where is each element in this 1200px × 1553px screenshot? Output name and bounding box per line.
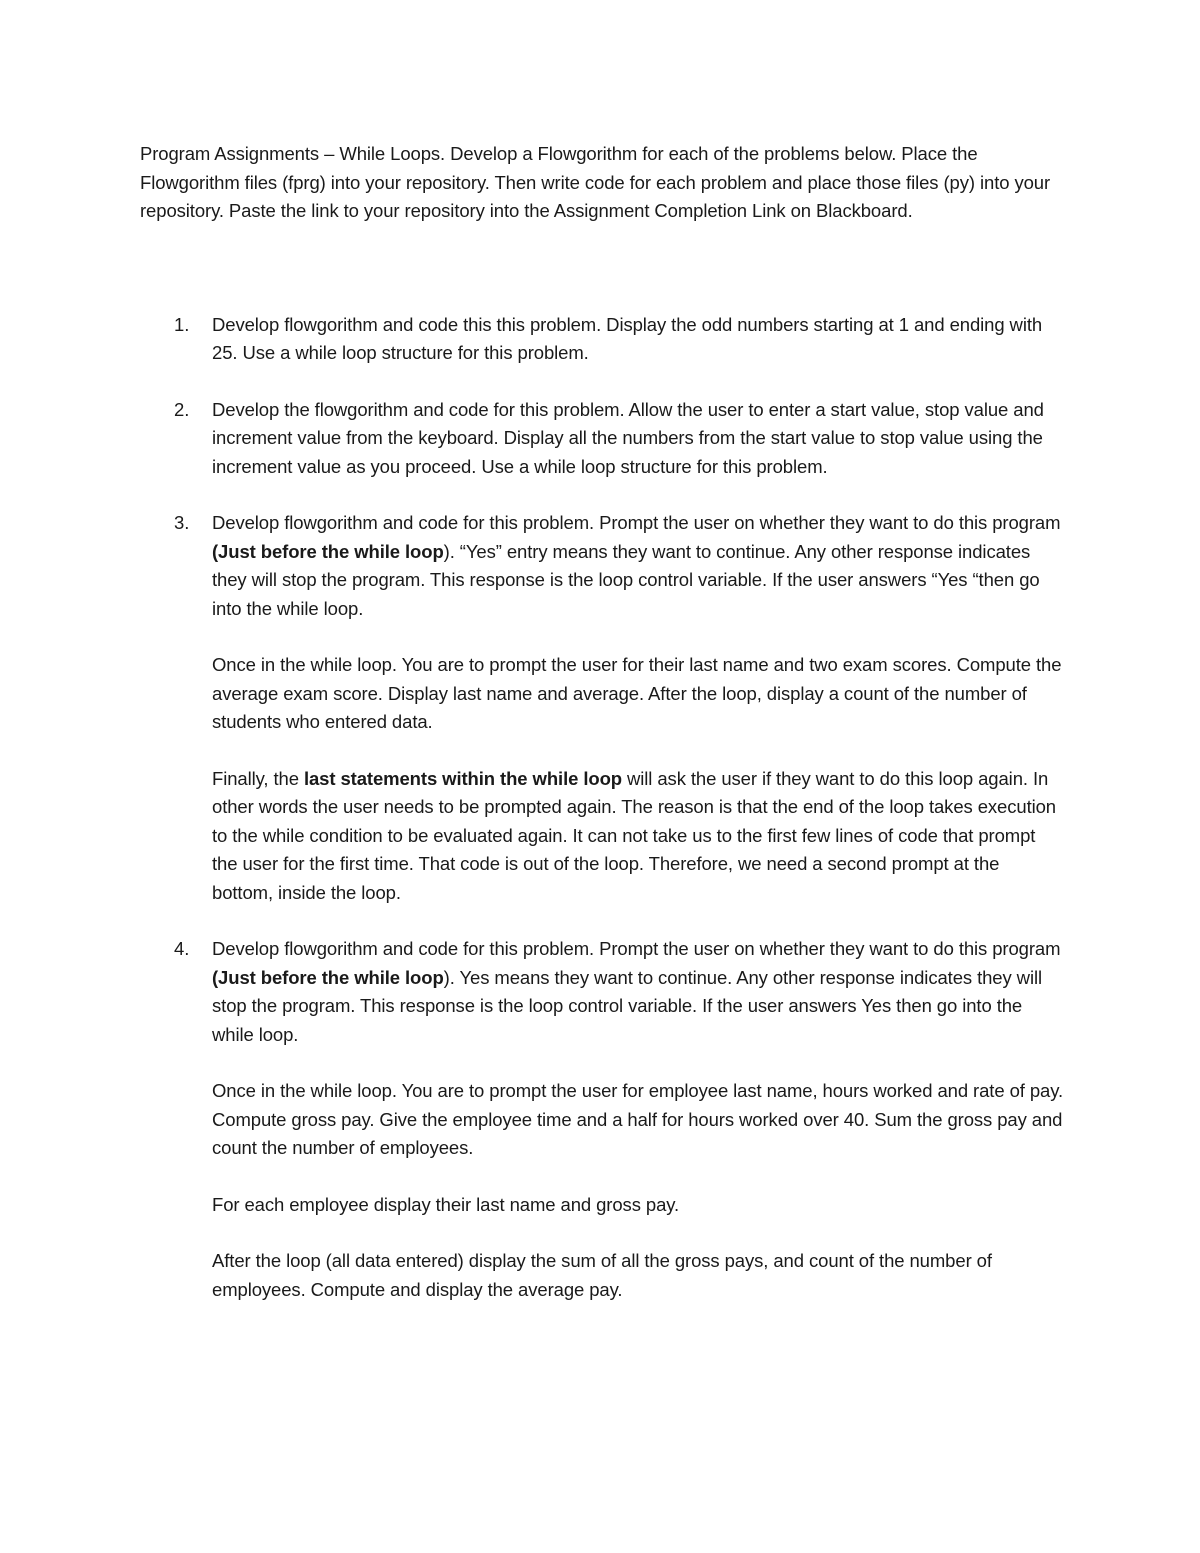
problem-list xyxy=(140,311,1065,1305)
problem-paragraph: Once in the while loop. You are to prompt the user for employee last name, hours worked and rate of pay. Compute gross pay. Give the employee time and a half for hours worked over 40. Sum the gross pay and count the number of employees. xyxy=(212,1080,1064,1158)
problem-number: 4. xyxy=(174,938,190,959)
problem-item-1 xyxy=(140,311,1065,368)
problem-paragraph xyxy=(212,935,1065,1049)
document-body xyxy=(140,140,1065,1304)
problem-paragraph: For each employee display their last name and gross pay. xyxy=(212,1193,680,1215)
problem-paragraph: Once in the while loop. You are to prompt the user for their last name and two exam scores. Compute the average exam score. Display last name and average. After the loop, display a count of the number of students who entered data. xyxy=(212,654,1062,732)
text-run: ). Yes means they want to continue. Any other response indicates they will stop the program. This response is the loop control variable. If the user answers Yes then go into the while loop. xyxy=(212,966,1042,1045)
problem-number: 1. xyxy=(174,313,190,335)
text-run: Finally, the xyxy=(212,767,304,789)
problem-paragraph: After the loop (all data entered) display the sum of all the gross pays, and count of the number of employees. Compute and display the average pay. xyxy=(212,1250,992,1300)
problem-paragraph xyxy=(212,765,1065,908)
problem-paragraph: Develop flowgorithm and code this this problem. Display the odd numbers starting at 1 and ending with 25. Use a while loop structure for this problem. xyxy=(212,313,1043,363)
text-run: ). “Yes” entry means they want to continue. Any other response indicates they will stop the program. This response is the loop control variable. If the user answers “Yes “then go into the while loop. xyxy=(212,540,1040,619)
problem-item-2 xyxy=(140,396,1065,482)
intro-paragraph: Program Assignments – While Loops. Develop a Flowgorithm for each of the problems below. Place the Flowgorithm files (fprg) into your repository. Then write code for each problem and place those files (py) into your repository. Paste the link to your repository into the Assignment Completion Link on Blackboard. xyxy=(140,143,1051,221)
problem-number: 2. xyxy=(174,398,190,420)
text-run: will ask the user if they want to do this loop again. In other words the user needs to be prompted again. The reason is that the end of the loop takes execution to the while condition to be evaluated again. It can not take us to the first few lines of code that prompt the user for the first time. That code is out of the loop. Therefore, we need a second prompt at the bottom, inside the loop. xyxy=(212,767,1056,903)
bold-emphasis: (Just before the while loop xyxy=(212,540,444,562)
problem-item-3 xyxy=(140,509,1065,907)
problem-number: 3. xyxy=(174,512,190,533)
problem-paragraph: Develop the flowgorithm and code for this problem. Allow the user to enter a start value, stop value and increment value from the keyboard. Display all the numbers from the start value to stop value using the increment value as you proceed. Use a while loop structure for this problem. xyxy=(212,398,1044,477)
bold-emphasis: (Just before the while loop xyxy=(212,966,444,988)
text-run: Develop flowgorithm and code for this problem. Prompt the user on whether they want to do this program xyxy=(212,512,1061,533)
text-run: Develop flowgorithm and code for this problem. Prompt the user on whether they want to do this program xyxy=(212,938,1061,959)
problem-paragraph xyxy=(212,509,1065,623)
problem-item-4 xyxy=(140,935,1065,1304)
bold-emphasis: last statements within the while loop xyxy=(303,767,622,789)
